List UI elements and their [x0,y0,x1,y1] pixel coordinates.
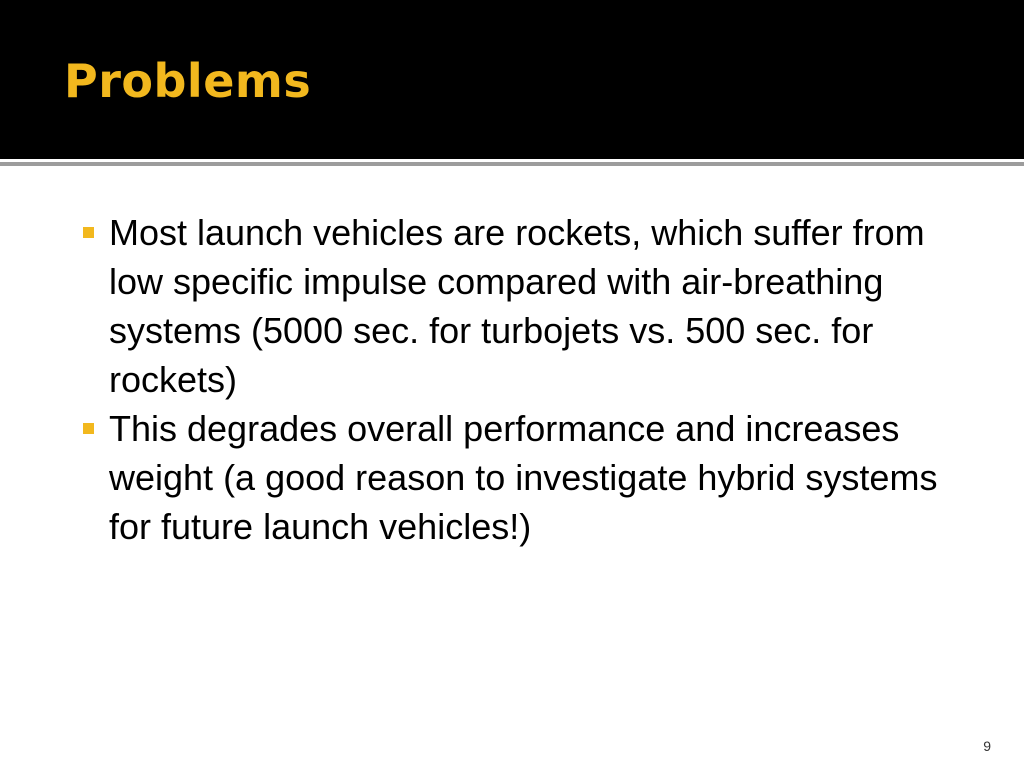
bullet-text: This degrades overall performance and increases weight (a good reason to investigate hybrid systems for future launch vehicles!) [109,408,938,547]
title-divider [0,162,1024,166]
square-bullet-icon [83,423,94,434]
title-bar [0,0,1024,159]
bullet-item [78,404,978,551]
bullet-item [78,208,978,404]
square-bullet-icon [83,227,94,238]
slide-title: Problems [64,54,312,108]
bullet-list [78,208,978,551]
slide-number: 9 [983,738,991,754]
bullet-text: Most launch vehicles are rockets, which suffer from low specific impulse compared with air-breathing systems (5000 sec. for turbojets vs. 500 sec. for rockets) [109,212,925,400]
